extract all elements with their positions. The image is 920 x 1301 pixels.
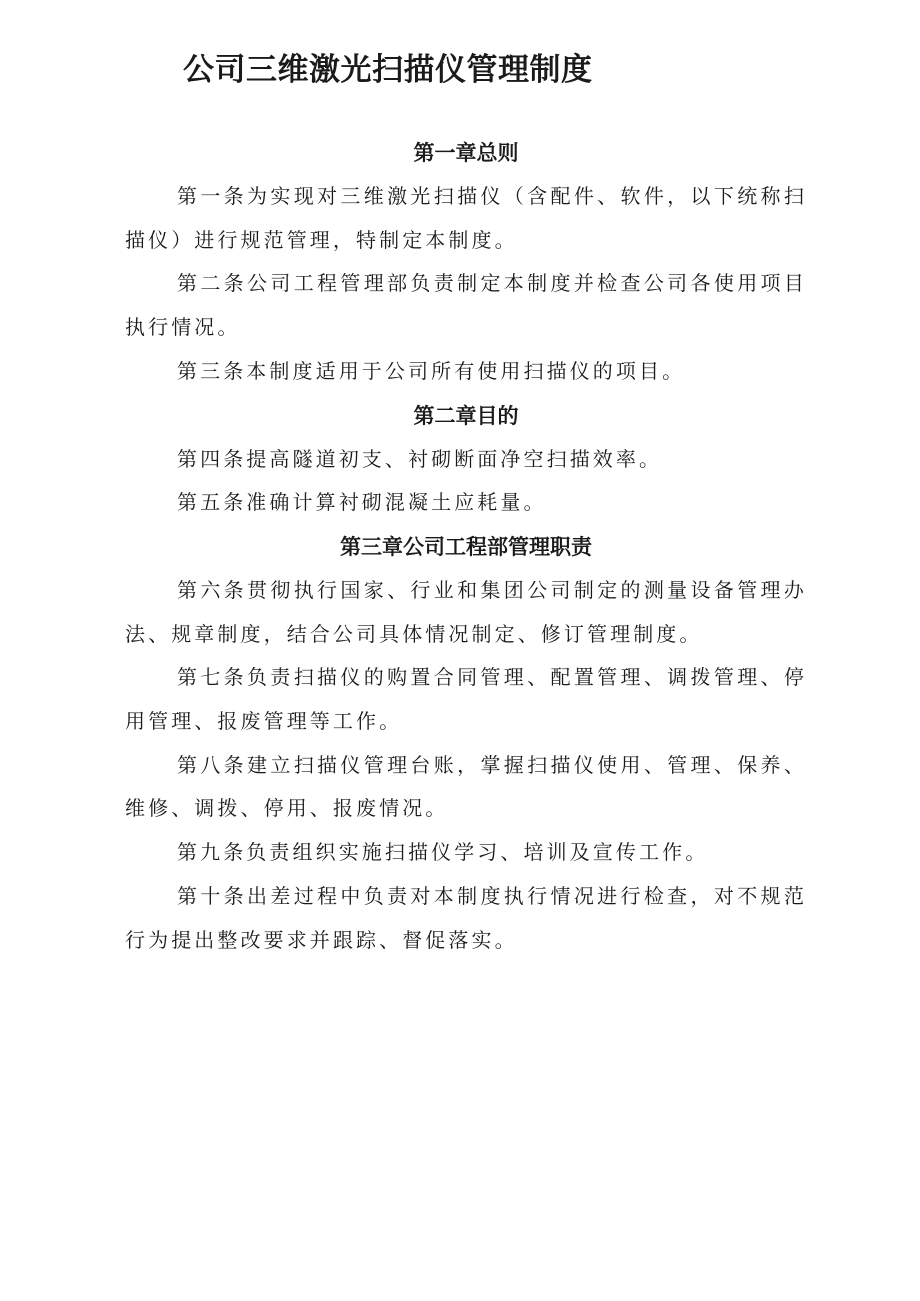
article-paragraph: 第六条贯彻执行国家、行业和集团公司制定的测量设备管理办法、规章制度，结合公司具体情况制定、修订管理制度。 [125,577,807,646]
chapter-heading: 第二章目的 [413,403,519,428]
article-paragraph: 第五条准确计算衬砌混凝土应耗量。 [177,490,547,515]
article-paragraph: 第十条出差过程中负责对本制度执行情况进行检查，对不规范行为提出整改要求并跟踪、督促落实。 [125,883,807,952]
article-paragraph: 第三条本制度适用于公司所有使用扫描仪的项目。 [177,358,686,383]
document-title: 公司三维激光扫描仪管理制度 [183,52,593,88]
chapter-section [125,131,807,394]
article-paragraph: 第八条建立扫描仪管理台账，掌握扫描仪使用、管理、保养、维修、调拨、停用、报废情况。 [125,752,807,821]
article-paragraph: 第四条提高隧道初支、衬砌断面净空扫描效率。 [177,446,663,471]
chapter-heading: 第三章公司工程部管理职责 [340,534,592,559]
chapter-section [125,394,807,525]
chapter-heading: 第一章总则 [413,141,519,165]
article-paragraph: 第九条负责组织实施扫描仪学习、培训及宣传工作。 [177,840,709,865]
document-body [125,131,807,962]
article-paragraph: 第七条负责扫描仪的购置合同管理、配置管理、调拨管理、停用管理、报废管理等工作。 [125,665,807,734]
chapter-section [125,525,807,962]
article-paragraph: 第二条公司工程管理部负责制定本制度并检查公司各使用项目执行情况。 [125,271,807,340]
article-paragraph: 第一条为实现对三维激光扫描仪（含配件、软件，以下统称扫描仪）进行规范管理，特制定本制度。 [125,184,807,252]
